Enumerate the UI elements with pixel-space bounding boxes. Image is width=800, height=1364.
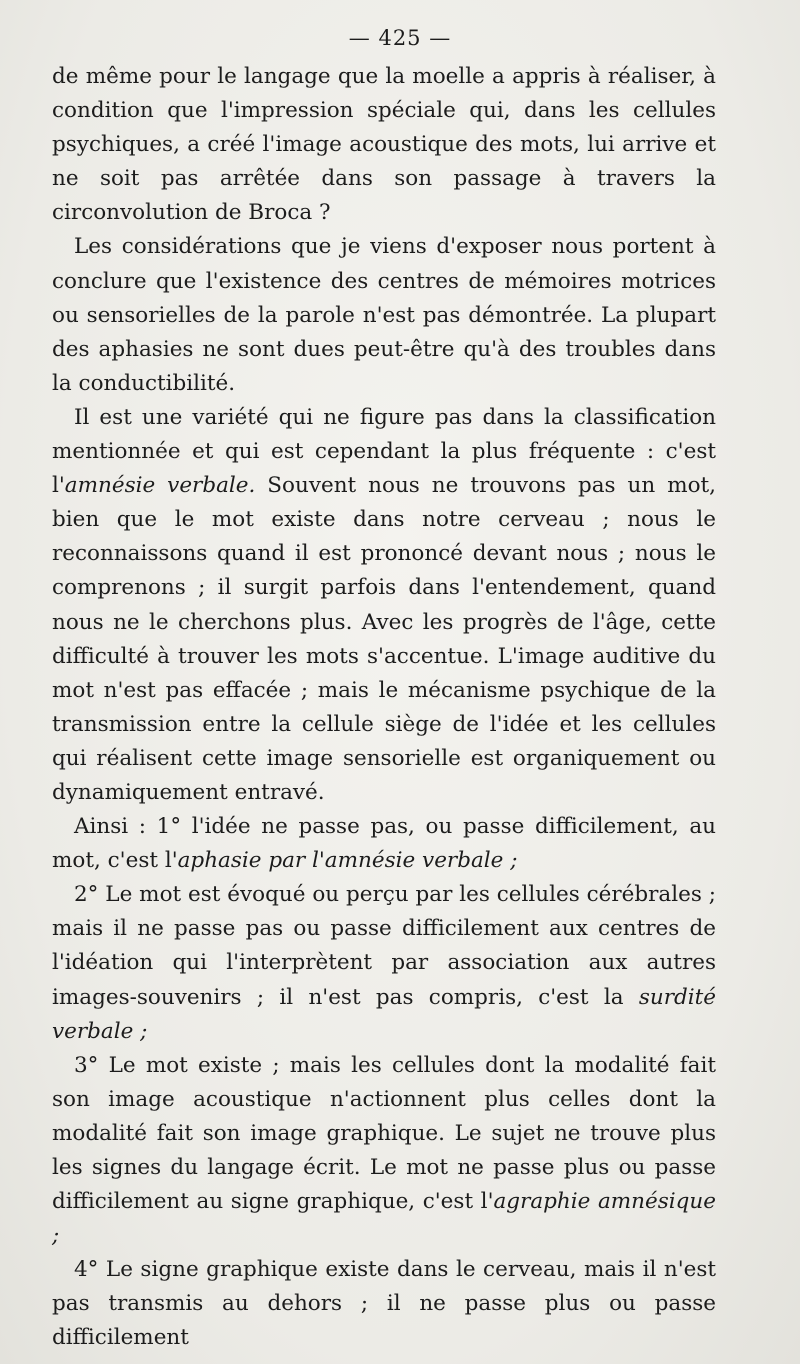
paragraph-4 (52, 810, 716, 878)
page-number: — 425 — (348, 26, 452, 50)
term-agraphie-amnesique: agraphie amnésique ; (52, 1189, 716, 1249)
paragraph-5 (52, 878, 716, 1048)
paragraph-7: 4° Le signe graphique existe dans le cerveau, mais il n'est pas transmis au dehors ; il ne passe plus ou passe difficilement (52, 1257, 716, 1351)
paragraph-6-text: 3° Le mot existe ; mais les cellules dont la modalité fait son image acoustique n'actionnent plus celles dont la modalité fait son image graphique. Le sujet ne trouve plus les signes du langage écrit. Le mot ne passe plus ou passe difficilement au signe graphique, c'est l' (52, 1052, 716, 1215)
paragraph-2: Les considérations que je viens d'exposer nous portent à conclure que l'existence des centres de mémoires motrices ou sensorielles de la parole n'est pas démontrée. La plupart des aphasies ne sont dues peut-être qu'à des troubles dans la conductibilité. (52, 234, 716, 396)
paragraph-3 (52, 401, 716, 810)
paragraph-4-text: Ainsi : 1° l'idée ne passe pas, ou passe difficilement, au mot, c'est l' (52, 814, 716, 874)
paragraph-3-text-b: Souvent nous ne trouvons pas un mot, bien que le mot existe dans notre cerveau ; nous le reconnaissons quand il est prononcé devant nous ; nous le comprenons ; il surgit parfois dans l'entendement, quand nous ne le cherchons plus. Avec les progrès de l'âge, cette difficulté à trouver les mots s'accentue. L'image auditive du mot n'est pas effacée ; mais le mécanisme psychique de la transmission entre la cellule siège de l'idée et les cellules qui réalisent cette image sensorielle est organiquement ou dynamiquement entravé. (52, 473, 716, 805)
paragraph-5-text: 2° Le mot est évoqué ou perçu par les cellules cérébrales ; mais il ne passe pas ou passe difficilement aux centres de l'idéation qui l'interprètent par association aux autres images-souvenirs ; il n'est pas compris, c'est la (52, 882, 716, 1010)
body-text (52, 60, 716, 1356)
paragraph-3-text-a: Il est une variété qui ne figure pas dans la classification mentionnée et qui est cependant la plus fréquente : c'est l' (52, 404, 716, 499)
term-surdite-verbale: surdité verbale ; (52, 984, 716, 1044)
paragraph-6 (52, 1049, 716, 1254)
paragraph-1: de même pour le langage que la moelle a appris à réaliser, à condition que l'impression spéciale qui, dans les cellules psychiques, a créé l'image acoustique des mots, lui arrive et ne soit pas arrêtée dans son passage à travers la circonvolution de Broca ? (52, 64, 716, 226)
term-amnesie-verbale: amnésie verbale. (64, 473, 256, 499)
term-aphasie-par-amnesie: aphasie par l'amnésie verbale ; (177, 848, 518, 874)
